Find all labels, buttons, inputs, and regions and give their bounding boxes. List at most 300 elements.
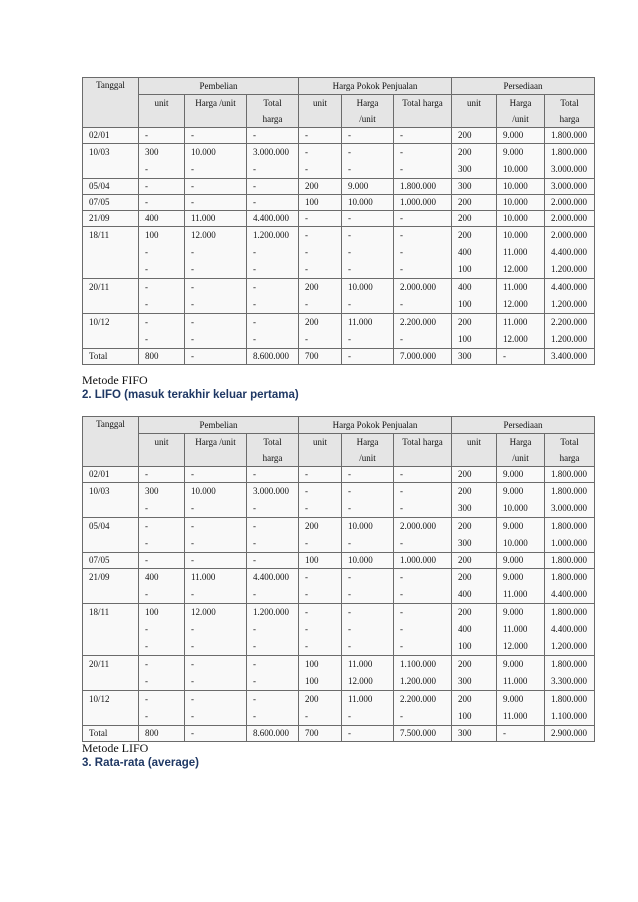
value-cell <box>545 518 595 553</box>
value-cell <box>299 279 342 314</box>
value-cell <box>342 691 394 726</box>
cell-value: 12.000 <box>503 334 528 344</box>
value-cell <box>342 227 394 279</box>
cell-value: - <box>145 334 148 344</box>
value-cell <box>452 227 497 279</box>
cell-value: - <box>400 147 403 157</box>
value-cell <box>497 279 545 314</box>
fifo-table-body <box>83 128 595 365</box>
header-total-harga: Total harga <box>394 95 452 128</box>
value-cell <box>497 691 545 726</box>
date-cell <box>83 128 139 144</box>
value-cell <box>299 569 342 604</box>
cell-value: - <box>191 589 194 599</box>
cell-value: - <box>400 503 403 513</box>
cell-value: - <box>348 469 351 479</box>
cell-value: 8.600.000 <box>253 351 289 361</box>
value-cell <box>497 314 545 349</box>
lifo-caption: Metode LIFO <box>82 741 149 755</box>
cell-value: 4.400.000 <box>551 282 587 292</box>
header-total-harga: Total harga <box>545 434 595 467</box>
date-text: 07/05 <box>89 555 110 565</box>
cell-value: - <box>191 555 194 565</box>
cell-value: - <box>348 486 351 496</box>
table-row <box>83 179 595 195</box>
value-cell <box>247 483 299 518</box>
value-cell <box>497 179 545 195</box>
date-text: 05/04 <box>89 181 110 191</box>
cell-value: 2.000.000 <box>551 230 587 240</box>
cell-value: - <box>400 624 403 634</box>
value-cell <box>299 553 342 569</box>
value-cell <box>497 604 545 656</box>
value-cell <box>497 211 545 227</box>
cell-value: 100 <box>458 711 472 721</box>
cell-value: 1.100.000 <box>400 659 436 669</box>
value-cell <box>545 128 595 144</box>
table-row <box>83 467 595 483</box>
cell-value: - <box>191 164 194 174</box>
cell-value: - <box>400 264 403 274</box>
cell-value: - <box>191 130 194 140</box>
cell-value: - <box>253 521 256 531</box>
cell-value: 10.000 <box>348 197 373 207</box>
cell-value: - <box>348 130 351 140</box>
cell-value: - <box>348 213 351 223</box>
header-harga-unit: Harga /unit <box>342 434 394 467</box>
cell-value: 200 <box>458 197 472 207</box>
cell-value: 2.000.000 <box>551 197 587 207</box>
value-cell <box>185 279 247 314</box>
value-cell <box>394 314 452 349</box>
cell-value: - <box>305 538 308 548</box>
cell-value: 7.000.000 <box>400 351 436 361</box>
value-cell <box>185 179 247 195</box>
value-cell <box>452 691 497 726</box>
cell-value: 10.000 <box>191 486 216 496</box>
cell-value: - <box>400 572 403 582</box>
cell-value: 3.000.000 <box>253 147 289 157</box>
value-cell <box>545 211 595 227</box>
cell-value: 300 <box>458 164 472 174</box>
value-cell <box>342 314 394 349</box>
value-cell <box>452 518 497 553</box>
value-cell <box>247 227 299 279</box>
value-cell <box>545 179 595 195</box>
cell-value: 10.000 <box>348 282 373 292</box>
cell-value: 10.000 <box>348 521 373 531</box>
cell-value: - <box>348 641 351 651</box>
cell-value: 400 <box>458 282 472 292</box>
cell-value: - <box>503 728 506 738</box>
cell-value: - <box>253 164 256 174</box>
cell-value: - <box>191 641 194 651</box>
cell-value: 1.200.000 <box>551 641 587 651</box>
value-cell <box>394 211 452 227</box>
cell-value: - <box>253 624 256 634</box>
date-cell <box>83 553 139 569</box>
cell-value: 100 <box>305 659 319 669</box>
cell-value: - <box>145 181 148 191</box>
value-cell <box>185 195 247 211</box>
value-cell <box>394 179 452 195</box>
header-unit: unit <box>452 95 497 128</box>
cell-value: - <box>191 181 194 191</box>
cell-value: - <box>191 351 194 361</box>
value-cell <box>452 128 497 144</box>
value-cell <box>497 553 545 569</box>
cell-value: 1.800.000 <box>551 130 587 140</box>
cell-value: - <box>145 503 148 513</box>
cell-value: - <box>253 317 256 327</box>
value-cell <box>185 128 247 144</box>
cell-value: 3.400.000 <box>551 351 587 361</box>
cell-value: - <box>305 624 308 634</box>
cell-value: 10.000 <box>503 503 528 513</box>
value-cell <box>139 553 185 569</box>
cell-value: - <box>253 247 256 257</box>
cell-value: 300 <box>458 181 472 191</box>
cell-value: - <box>253 130 256 140</box>
value-cell <box>342 467 394 483</box>
cell-value: 12.000 <box>191 607 216 617</box>
cell-value: 1.100.000 <box>551 711 587 721</box>
table-row <box>83 144 595 179</box>
value-cell <box>545 279 595 314</box>
date-text: 21/09 <box>89 213 110 223</box>
value-cell <box>139 211 185 227</box>
date-cell <box>83 144 139 179</box>
table-row <box>83 604 595 656</box>
cell-value: 200 <box>458 230 472 240</box>
cell-value: - <box>253 469 256 479</box>
table-row <box>83 211 595 227</box>
cell-value: 10.000 <box>503 197 528 207</box>
value-cell <box>139 467 185 483</box>
date-text: 18/11 <box>89 230 110 240</box>
cell-value: - <box>191 659 194 669</box>
cell-value: 200 <box>305 694 319 704</box>
value-cell <box>247 349 299 365</box>
value-cell <box>342 518 394 553</box>
value-cell <box>545 483 595 518</box>
value-cell <box>299 518 342 553</box>
value-cell <box>545 349 595 365</box>
cell-value: - <box>191 469 194 479</box>
cell-value: - <box>305 230 308 240</box>
cell-value: 10.000 <box>503 230 528 240</box>
header-unit: unit <box>452 434 497 467</box>
cell-value: - <box>253 334 256 344</box>
value-cell <box>394 569 452 604</box>
value-cell <box>394 483 452 518</box>
cell-value: - <box>145 264 148 274</box>
cell-value: 1.800.000 <box>551 555 587 565</box>
cell-value: 200 <box>458 694 472 704</box>
value-cell <box>545 691 595 726</box>
cell-value: - <box>305 607 308 617</box>
value-cell <box>299 483 342 518</box>
cell-value: 1.200.000 <box>551 334 587 344</box>
date-text: 18/11 <box>89 607 110 617</box>
value-cell <box>139 314 185 349</box>
cell-value: - <box>191 299 194 309</box>
value-cell <box>394 726 452 742</box>
cell-value: 9.000 <box>503 555 524 565</box>
cell-value: 12.000 <box>191 230 216 240</box>
cell-value: - <box>305 572 308 582</box>
cell-value: - <box>191 503 194 513</box>
value-cell <box>342 195 394 211</box>
cell-value: 10.000 <box>503 181 528 191</box>
cell-value: 1.000.000 <box>551 538 587 548</box>
header-total-harga: Total harga <box>545 95 595 128</box>
cell-value: - <box>348 503 351 513</box>
value-cell <box>247 656 299 691</box>
cell-value: - <box>348 147 351 157</box>
value-cell <box>247 467 299 483</box>
value-cell <box>394 227 452 279</box>
cell-value: 11.000 <box>348 659 373 669</box>
value-cell <box>452 279 497 314</box>
value-cell <box>139 691 185 726</box>
date-cell <box>83 179 139 195</box>
value-cell <box>247 128 299 144</box>
cell-value: - <box>253 555 256 565</box>
cell-value: - <box>348 247 351 257</box>
value-cell <box>545 195 595 211</box>
cell-value: - <box>253 711 256 721</box>
header-total-harga: Total harga <box>247 434 299 467</box>
header-harga-unit: Harga /unit <box>342 95 394 128</box>
value-cell <box>452 656 497 691</box>
cell-value: - <box>191 282 194 292</box>
cell-value: 4.400.000 <box>551 624 587 634</box>
cell-value: 9.000 <box>503 486 524 496</box>
cell-value: 4.400.000 <box>551 247 587 257</box>
date-cell <box>83 279 139 314</box>
cell-value: 9.000 <box>348 181 369 191</box>
cell-value: - <box>191 676 194 686</box>
cell-value: 12.000 <box>503 641 528 651</box>
lifo-table <box>82 416 595 742</box>
cell-value: - <box>145 521 148 531</box>
cell-value: - <box>348 624 351 634</box>
cell-value: 1.800.000 <box>551 486 587 496</box>
cell-value: 200 <box>458 486 472 496</box>
cell-value: - <box>400 538 403 548</box>
cell-value: 200 <box>305 181 319 191</box>
value-cell <box>394 279 452 314</box>
value-cell <box>497 726 545 742</box>
value-cell <box>247 195 299 211</box>
value-cell <box>299 656 342 691</box>
value-cell <box>299 227 342 279</box>
cell-value: 9.000 <box>503 659 524 669</box>
table-row <box>83 227 595 279</box>
cell-value: - <box>145 469 148 479</box>
cell-value: 300 <box>458 676 472 686</box>
cell-value: - <box>253 197 256 207</box>
cell-value: - <box>191 538 194 548</box>
date-cell <box>83 211 139 227</box>
cell-value: - <box>145 130 148 140</box>
header-hpp: Harga Pokok Penjualan <box>299 78 452 95</box>
value-cell <box>342 656 394 691</box>
cell-value: - <box>253 503 256 513</box>
cell-value: - <box>503 351 506 361</box>
cell-value: - <box>348 299 351 309</box>
cell-value: 200 <box>458 555 472 565</box>
cell-value: - <box>400 164 403 174</box>
table-row <box>83 726 595 742</box>
value-cell <box>139 128 185 144</box>
value-cell <box>185 569 247 604</box>
value-cell <box>394 518 452 553</box>
header-persediaan: Persediaan <box>452 417 595 434</box>
header-total-harga: Total harga <box>247 95 299 128</box>
cell-value: - <box>305 299 308 309</box>
cell-value: - <box>400 607 403 617</box>
value-cell <box>247 518 299 553</box>
cell-value: 3.300.000 <box>551 676 587 686</box>
value-cell <box>139 604 185 656</box>
cell-value: 1.800.000 <box>400 181 436 191</box>
cell-value: 12.000 <box>503 299 528 309</box>
cell-value: 700 <box>305 351 319 361</box>
cell-value: 1.800.000 <box>551 147 587 157</box>
cell-value: 1.200.000 <box>253 607 289 617</box>
cell-value: 9.000 <box>503 469 524 479</box>
cell-value: 9.000 <box>503 694 524 704</box>
cell-value: - <box>400 334 403 344</box>
cell-value: - <box>348 711 351 721</box>
value-cell <box>545 604 595 656</box>
cell-value: 11.000 <box>503 589 528 599</box>
value-cell <box>497 518 545 553</box>
cell-value: 1.200.000 <box>551 299 587 309</box>
value-cell <box>185 211 247 227</box>
value-cell <box>247 179 299 195</box>
value-cell <box>185 483 247 518</box>
cell-value: - <box>305 711 308 721</box>
date-cell <box>83 726 139 742</box>
table-row <box>83 553 595 569</box>
value-cell <box>185 726 247 742</box>
cell-value: 200 <box>305 282 319 292</box>
header-unit: unit <box>139 434 185 467</box>
value-cell <box>342 483 394 518</box>
cell-value: - <box>191 247 194 257</box>
cell-value: - <box>191 711 194 721</box>
value-cell <box>299 467 342 483</box>
cell-value: - <box>145 197 148 207</box>
value-cell <box>185 656 247 691</box>
cell-value: 11.000 <box>503 676 528 686</box>
value-cell <box>545 569 595 604</box>
value-cell <box>342 279 394 314</box>
cell-value: - <box>400 230 403 240</box>
value-cell <box>545 467 595 483</box>
cell-value: - <box>145 247 148 257</box>
cell-value: 11.000 <box>348 694 373 704</box>
value-cell <box>185 518 247 553</box>
cell-value: 300 <box>458 351 472 361</box>
cell-value: - <box>191 317 194 327</box>
value-cell <box>299 211 342 227</box>
value-cell <box>185 467 247 483</box>
cell-value: - <box>191 264 194 274</box>
date-text: Total <box>89 728 108 738</box>
value-cell <box>139 144 185 179</box>
value-cell <box>452 195 497 211</box>
cell-value: 1.000.000 <box>400 555 436 565</box>
value-cell <box>342 726 394 742</box>
date-text: 10/03 <box>89 147 110 157</box>
cell-value: 11.000 <box>348 317 373 327</box>
cell-value: 11.000 <box>503 624 528 634</box>
value-cell <box>545 314 595 349</box>
cell-value: 100 <box>458 334 472 344</box>
header-pembelian: Pembelian <box>139 417 299 434</box>
cell-value: 2.000.000 <box>551 213 587 223</box>
value-cell <box>452 211 497 227</box>
table-row <box>83 128 595 144</box>
cell-value: 9.000 <box>503 607 524 617</box>
cell-value: 11.000 <box>503 247 528 257</box>
date-text: 02/01 <box>89 469 110 479</box>
value-cell <box>139 227 185 279</box>
cell-value: 300 <box>145 486 159 496</box>
value-cell <box>497 128 545 144</box>
cell-value: 300 <box>145 147 159 157</box>
cell-value: 700 <box>305 728 319 738</box>
cell-value: - <box>400 589 403 599</box>
cell-value: 200 <box>305 521 319 531</box>
table-row <box>83 518 595 553</box>
value-cell <box>394 656 452 691</box>
cell-value: - <box>305 264 308 274</box>
value-cell <box>299 128 342 144</box>
cell-value: 300 <box>458 728 472 738</box>
cell-value: - <box>400 486 403 496</box>
date-cell <box>83 195 139 211</box>
cell-value: 4.400.000 <box>253 213 289 223</box>
value-cell <box>185 314 247 349</box>
value-cell <box>185 691 247 726</box>
cell-value: 2.200.000 <box>400 317 436 327</box>
cell-value: 4.400.000 <box>253 572 289 582</box>
table-row <box>83 569 595 604</box>
value-cell <box>299 144 342 179</box>
value-cell <box>394 691 452 726</box>
cell-value: - <box>191 197 194 207</box>
cell-value: - <box>400 130 403 140</box>
cell-value: 9.000 <box>503 130 524 140</box>
cell-value: - <box>348 351 351 361</box>
value-cell <box>452 467 497 483</box>
cell-value: - <box>348 164 351 174</box>
cell-value: 9.000 <box>503 147 524 157</box>
cell-value: - <box>145 589 148 599</box>
value-cell <box>299 604 342 656</box>
cell-value: 3.000.000 <box>253 486 289 496</box>
cell-value: - <box>191 728 194 738</box>
cell-value: - <box>400 469 403 479</box>
value-cell <box>497 467 545 483</box>
value-cell <box>394 144 452 179</box>
cell-value: 12.000 <box>503 264 528 274</box>
